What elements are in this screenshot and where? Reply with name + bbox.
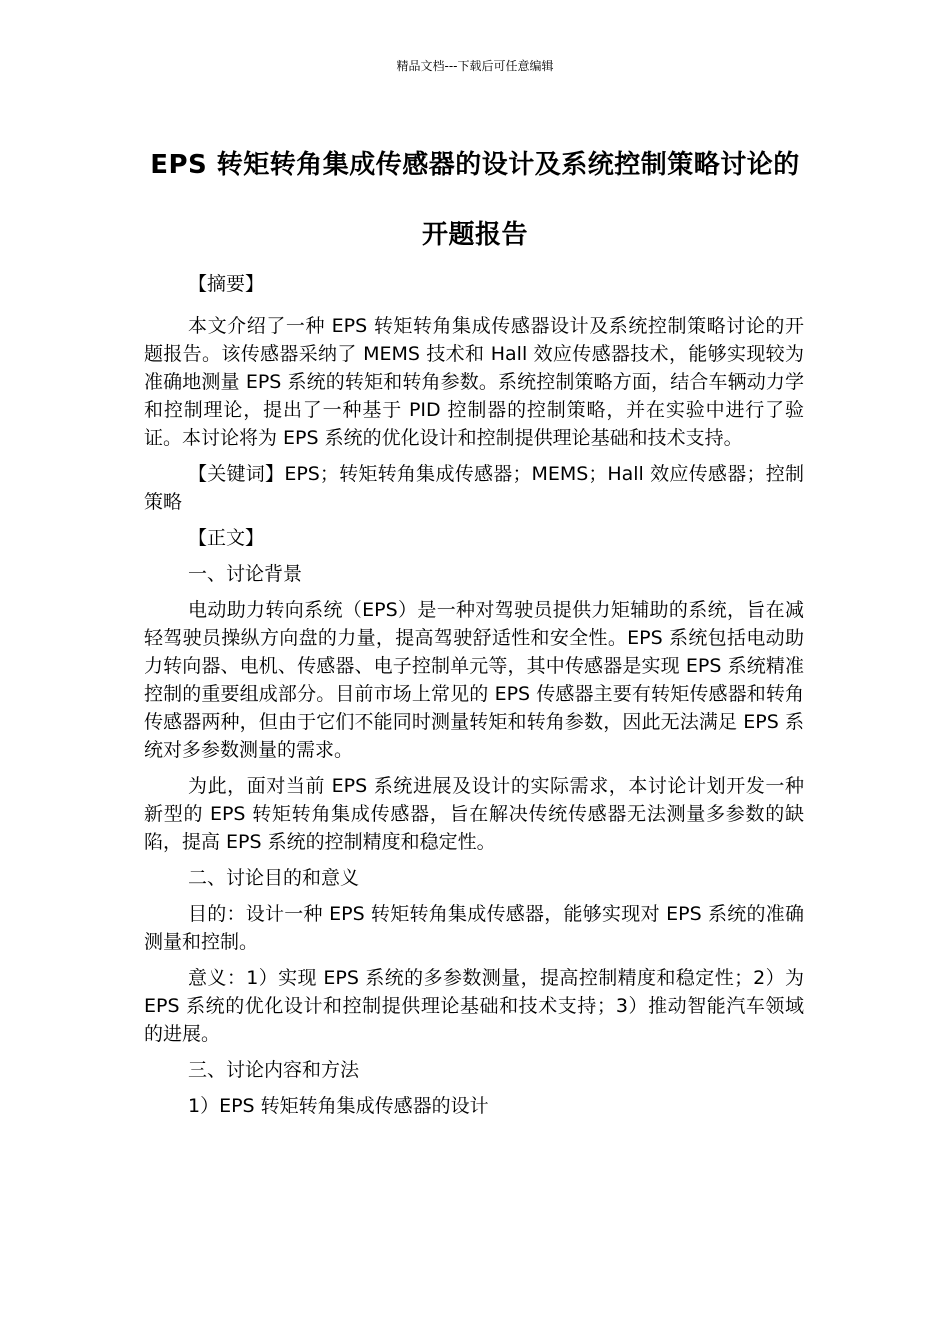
purpose-paragraph: 目的：设计一种 EPS 转矩转角集成传感器，能够实现对 EPS 系统的准确测量和控制。 — [144, 903, 804, 953]
body-label: 【正文】 — [188, 527, 265, 549]
section-heading-methods: 三、讨论内容和方法 — [188, 1059, 360, 1081]
methods-item-1: 1）EPS 转矩转角集成传感器的设计 — [188, 1095, 489, 1117]
document-title: EPS 转矩转角集成传感器的设计及系统控制策略讨论的开题报告 — [150, 150, 800, 250]
abstract-label: 【摘要】 — [188, 273, 265, 295]
header-note: 精品文档---下载后可任意编辑 — [396, 59, 554, 73]
meaning-paragraph: 意义：1）实现 EPS 系统的多参数测量，提高控制精度和稳定性；2）为 EPS 系统的优化设计和控制提供理论基础和技术支持；3）推动智能汽车领域的进展。 — [144, 967, 804, 1045]
document-body — [144, 270, 804, 1128]
keywords-paragraph: 【关键词】EPS；转矩转角集成传感器；MEMS；Hall 效应传感器；控制策略 — [144, 463, 804, 513]
section-heading-purpose: 二、讨论目的和意义 — [188, 867, 360, 889]
abstract-paragraph: 本文介绍了一种 EPS 转矩转角集成传感器设计及系统控制策略讨论的开题报告。该传感器采纳了 MEMS 技术和 Hall 效应传感器技术，能够实现较为准确地测量 EPS 系统的转矩和转角参数。系统控制策略方面，结合车辆动力学和控制理论，提出了一种基于 PID 控制器的控制策略，并在实验中进行了验证。本讨论将为 EPS 系统的优化设计和控制提供理论基础和技术支持。 — [144, 315, 804, 449]
background-paragraph-2: 为此，面对当前 EPS 系统进展及设计的实际需求，本讨论计划开发一种新型的 EPS 转矩转角集成传感器，旨在解决传统传感器无法测量多参数的缺陷，提高 EPS 系统的控制精度和稳定性。 — [144, 775, 804, 853]
background-paragraph-1: 电动助力转向系统（EPS）是一种对驾驶员提供力矩辅助的系统，旨在减轻驾驶员操纵方向盘的力量，提高驾驶舒适性和安全性。EPS 系统包括电动助力转向器、电机、传感器、电子控制单元等，其中传感器是实现 EPS 系统精准控制的重要组成部分。目前市场上常见的 EPS 传感器主要有转矩传感器和转角传感器两种，但由于它们不能同时测量转矩和转角参数，因此无法满足 EPS 系统对多参数测量的需求。 — [144, 599, 804, 761]
section-heading-background: 一、讨论背景 — [188, 563, 303, 585]
